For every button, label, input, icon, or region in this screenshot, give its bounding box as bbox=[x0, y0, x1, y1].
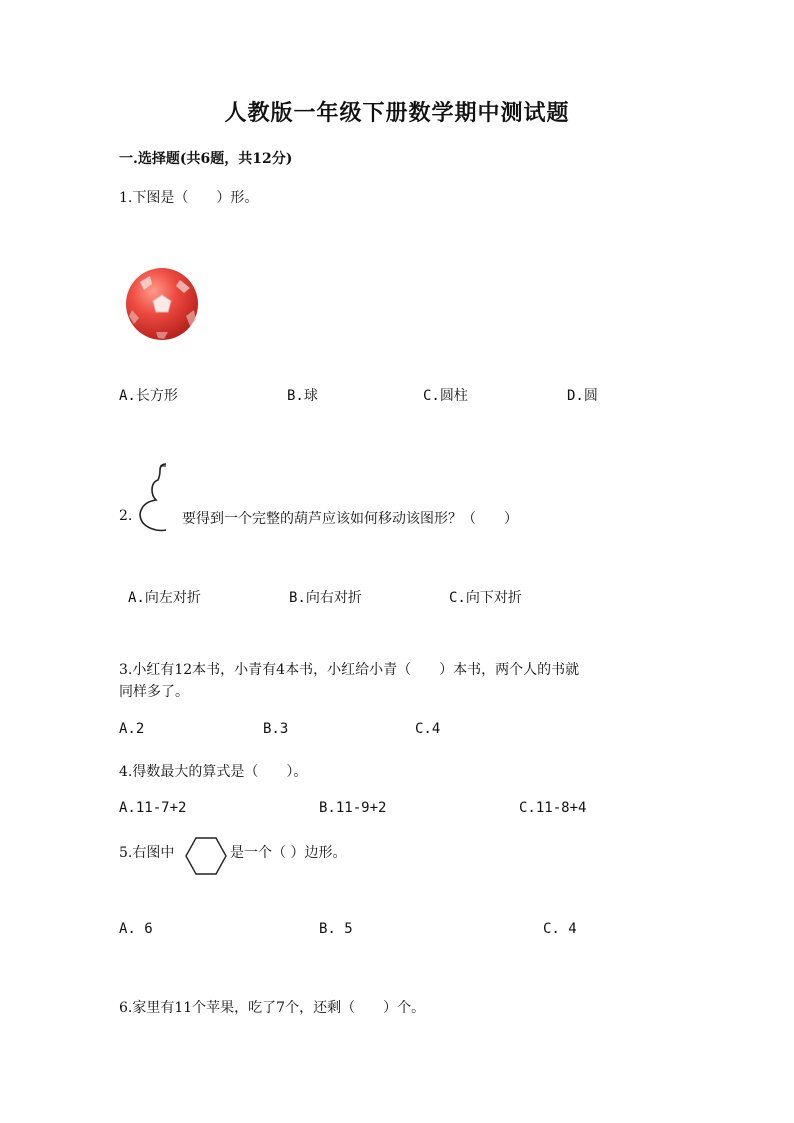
question-4-text: 得数最大的算式是（ ）。 bbox=[132, 764, 308, 780]
question-1-text: 下图是（ ）形。 bbox=[132, 190, 259, 206]
q1-option-b: B.球 bbox=[287, 388, 318, 404]
q1-option-a: A.长方形 bbox=[119, 388, 178, 404]
section-heading: 一.选择题(共6题，共12分) bbox=[119, 151, 293, 167]
q4-option-c: C.11-8+4 bbox=[519, 800, 587, 816]
question-5-number: 5. bbox=[119, 845, 133, 861]
q4-option-b: B.11-9+2 bbox=[319, 800, 387, 816]
question-2-number: 2. bbox=[119, 508, 133, 524]
question-1-number: 1. bbox=[119, 190, 133, 206]
question-4 bbox=[119, 761, 307, 781]
question-3-text-line1: 小红有12本书，小青有4本书，小红给小青（ ）本书，两个人的书就 bbox=[132, 662, 580, 678]
q2-option-b: B.向右对折 bbox=[289, 590, 362, 606]
question-5-prefix bbox=[119, 842, 174, 862]
hexagon-image bbox=[184, 836, 228, 876]
q5-option-c: C. 4 bbox=[543, 921, 577, 937]
q3-option-b: B.3 bbox=[263, 721, 289, 737]
question-3-text-line2: 同样多了。 bbox=[119, 684, 189, 700]
q3-option-c: C.4 bbox=[415, 721, 441, 737]
question-1 bbox=[119, 187, 258, 207]
question-5-text-before: 右图中 bbox=[132, 845, 175, 861]
page-title: 人教版一年级下册数学期中测试题 bbox=[224, 100, 570, 126]
question-2-text: 要得到一个完整的葫芦应该如何移动该图形？（ ） bbox=[182, 511, 518, 527]
q1-option-c: C.圆柱 bbox=[423, 388, 468, 404]
half-gourd-image bbox=[136, 462, 172, 534]
q5-option-b: B. 5 bbox=[319, 921, 353, 937]
q1-option-d: D.圆 bbox=[567, 388, 598, 404]
question-6 bbox=[119, 997, 425, 1017]
question-3 bbox=[119, 659, 579, 703]
question-6-number: 6. bbox=[119, 1000, 133, 1016]
question-3-number: 3. bbox=[119, 662, 133, 678]
soccer-ball-image bbox=[124, 266, 200, 342]
q4-option-a: A.11-7+2 bbox=[119, 800, 187, 816]
q2-option-c: C.向下对折 bbox=[449, 590, 522, 606]
q5-option-a: A. 6 bbox=[119, 921, 153, 937]
q3-option-a: A.2 bbox=[119, 721, 145, 737]
q2-option-a: A.向左对折 bbox=[128, 590, 201, 606]
question-6-text: 家里有11个苹果，吃了7个，还剩（ ）个。 bbox=[132, 1000, 426, 1016]
question-4-number: 4. bbox=[119, 764, 133, 780]
question-5-text-after: 是一个（ ）边形。 bbox=[230, 845, 347, 861]
